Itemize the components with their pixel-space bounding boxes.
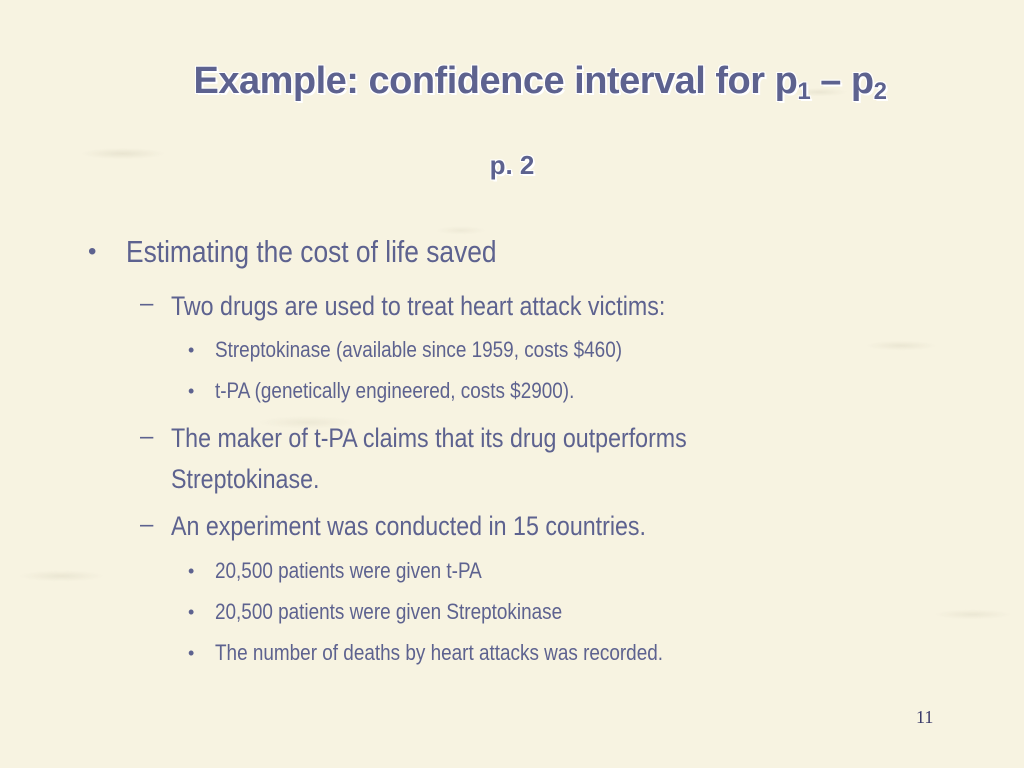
title-subscript-1: 1 <box>797 78 811 105</box>
dash-marker: – <box>140 511 154 538</box>
title-main: Example: confidence interval for p <box>193 60 798 102</box>
slide-subtitle: p. 2 <box>489 150 535 180</box>
sub-sub-bullet-item: 20,500 patients were given Streptokinase <box>215 599 563 624</box>
bullet-marker: • <box>88 238 97 265</box>
bullet-marker: • <box>188 561 195 581</box>
sub-bullet-continuation: Streptokinase. <box>171 464 320 494</box>
sub-sub-bullet-item: The number of deaths by heart attacks was recorded. <box>215 640 664 665</box>
bullet-marker: • <box>188 381 195 401</box>
sub-bullet-item: Two drugs are used to treat heart attack victims: <box>171 291 666 321</box>
bullet-marker: • <box>188 602 195 622</box>
bullet-marker: • <box>188 340 195 360</box>
dash-marker: – <box>140 423 154 450</box>
sub-sub-bullet-item: t-PA (genetically engineered, costs $2900). <box>215 378 575 403</box>
dash-marker: – <box>140 290 154 317</box>
bullet-marker: • <box>188 643 195 663</box>
title-dash: – p <box>810 60 874 102</box>
sub-bullet-item: An experiment was conducted in 15 countries. <box>171 511 647 541</box>
sub-sub-bullet-item: Streptokinase (available since 1959, costs $460) <box>215 337 623 362</box>
sub-bullet-item: The maker of t-PA claims that its drug outperforms <box>171 423 687 453</box>
page-number: 11 <box>916 707 934 727</box>
title-subscript-2: 2 <box>873 78 887 105</box>
sub-sub-bullet-item: 20,500 patients were given t-PA <box>215 558 482 583</box>
bullet-item: Estimating the cost of life saved <box>126 234 497 269</box>
